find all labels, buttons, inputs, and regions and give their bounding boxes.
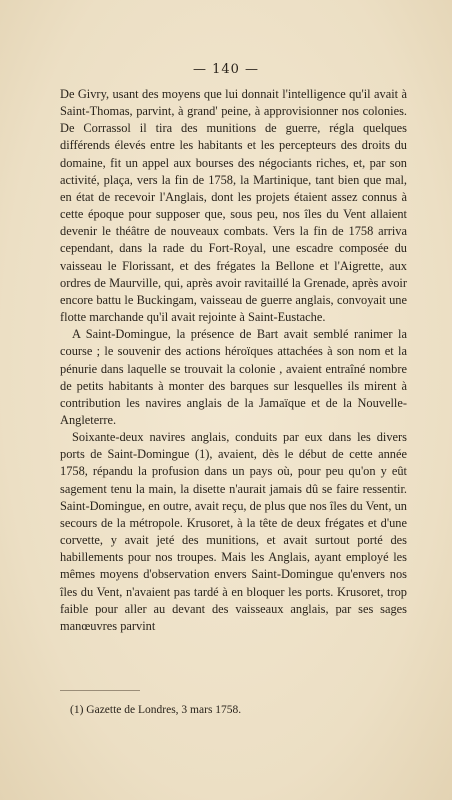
paragraph-3: Soixante-deux navires anglais, conduits par eux dans les divers ports de Saint-Domingue (1), avaient, dès le début de cette année 1758, répandu la profusion dans un pays où, pour peu qu'on y eût sagement tenu la main, la disette n'aurait jamais dû se faire ressentir. Saint-Domingue, en outre, avait reçu, de plus que nos îles du Vent, un secours de la métropole. Krusoret, à la tête de deux frégates et d'une corvette, y avait jeté des munitions, et avait surtout porté des habillements pour nos troupes. Mais les Anglais, ayant employé les mêmes moyens d'observation envers Saint-Domingue qu'envers nos îles du Vent, n'avaient pas tardé à en bloquer les ports. Krusoret, trop faible pour aller au devant des vaisseaux anglais, par ses sages manœuvres parvint [60, 430, 407, 633]
paragraph-2: A Saint-Domingue, la présence de Bart avait semblé ranimer la course ; le souvenir des actions héroïques attachées à son nom et la pénurie dans laquelle se trouvait la colonie , avaient entraîné nombre de petits habitants à monter des barques sur lesquelles ils mirent à contribution les navires anglais de la Jamaïque et de la Nouvelle-Angleterre. [60, 327, 407, 427]
body-text [60, 86, 407, 635]
footnote-rule [60, 690, 140, 691]
footnote: (1) Gazette de Londres, 3 mars 1758. [70, 704, 242, 716]
page-number: — 140 — [192, 62, 260, 77]
paragraph-1: De Givry, usant des moyens que lui donnait l'intelligence qu'il avait à Saint-Thomas, parvint, à grand' peine, à approvisionner nos colonies. De Corrassol il tira des munitions de guerre, régla quelques différends élevés entre les habitants et les percepteurs des droits du domaine, fit un appel aux bourses des négociants riches, et, par son activité, plaça, vers la fin de 1758, la Martinique, tant bien que mal, en état de recevoir l'Anglais, dont les projets étaient assez connus à cette époque pour supposer que, sous peu, nos îles du Vent allaient devenir le théâtre de nouveaux combats. Vers la fin de 1758 arriva cependant, dans la rade du Fort-Royal, une escadre composée du vaisseau le Florissant, et des frégates la Bellone et l'Aigrette, aux ordres de Maurville, qui, après avoir ravitaillé la Grenade, après avoir encore battu le Buckingam, vaisseau de guerre anglais, convoyait une flotte marchande qu'il avait rejointe à Saint-Eustache. [60, 87, 407, 325]
